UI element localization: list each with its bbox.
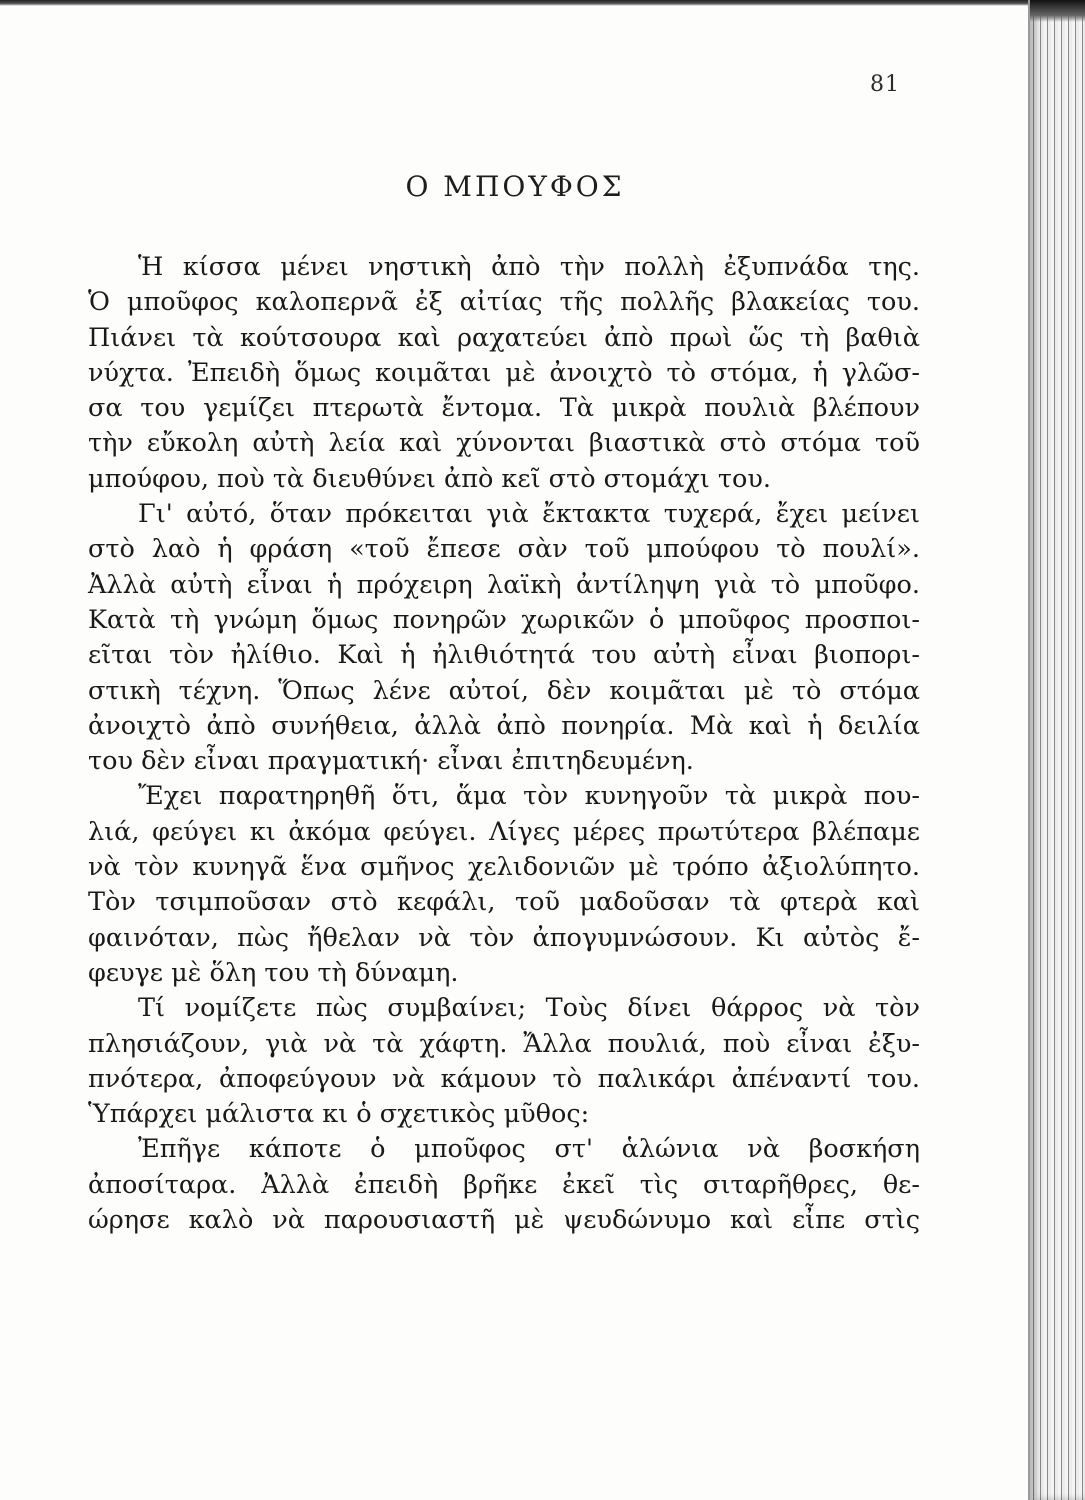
text-line: ἀποσίταρα. Ἀλλὰ ἐπειδὴ βρῆκε ἐκεῖ τὶς σιταρῆθρες, θε- xyxy=(88,1169,920,1200)
text-line: ώρησε καλὸ νὰ παρουσιαστῆ μὲ ψευδώνυμο καὶ εἶπε στὶς xyxy=(88,1205,920,1236)
chapter-title: Ο ΜΠΟΥΦΟΣ xyxy=(405,170,625,203)
book-page-edges xyxy=(1028,0,1085,1500)
text-line: Ὁ μποῦφος καλοπερνᾶ ἐξ αἰτίας τῆς πολλῆς βλακείας του. xyxy=(88,287,920,318)
text-line: Τὸν τσιμποῦσαν στὸ κεφάλι, τοῦ μαδοῦσαν τὰ φτερὰ καὶ xyxy=(88,887,920,918)
text-line: πνότερα, ἀποφεύγουν νὰ κάμουν τὸ παλικάρι ἀπέναντί του. xyxy=(88,1063,920,1094)
text-line: Κατὰ τὴ γνώμη ὅμως πονηρῶν χωρικῶν ὁ μποῦφος προσποι- xyxy=(88,604,920,635)
text-line: φευγε μὲ ὅλη του τὴ δύναμη. xyxy=(88,957,459,988)
text-line: του δὲν εἶναι πραγματική· εἶναι ἐπιτηδευμένη. xyxy=(88,746,694,777)
text-line: σα του γεμίζει πτερωτὰ ἔντομα. Τὰ μικρὰ πουλιὰ βλέπουν xyxy=(88,393,920,424)
page-number: 81 xyxy=(870,72,900,97)
text-line: φαινόταν, πὼς ἤθελαν νὰ τὸν ἀπογυμνώσουν. Κι αὐτὸς ἔ- xyxy=(88,922,920,953)
text-line: Γι' αὐτό, ὅταν πρόκειται γιὰ ἔκτακτα τυχερά, ἔχει μείνει xyxy=(138,499,920,530)
text-line: νύχτα. Ἐπειδὴ ὅμως κοιμᾶται μὲ ἀνοιχτὸ τὸ στόμα, ἡ γλῶσ- xyxy=(88,357,920,388)
text-line: Ἐπῆγε κάποτε ὁ μποῦφος στ' ἁλώνια νὰ βοσκήση xyxy=(138,1134,920,1165)
text-line: Τί νομίζετε πὼς συμβαίνει; Τοὺς δίνει θάρρος νὰ τὸν xyxy=(138,993,920,1024)
text-line: νὰ τὸν κυνηγᾶ ἕνα σμῆνος χελιδονιῶν μὲ τρόπο ἀξιολύπητο. xyxy=(88,852,920,883)
text-line: στικὴ τέχνη. Ὅπως λένε αὐτοί, δὲν κοιμᾶται μὲ τὸ στόμα xyxy=(88,675,920,706)
body-text xyxy=(88,250,920,1238)
text-line: εῖται τὸν ἠλίθιο. Καὶ ἡ ἠλιθιότητά του αὐτὴ εἶναι βιοπορι- xyxy=(88,640,920,671)
scan-top-shadow xyxy=(0,0,1030,6)
text-line: στὸ λαὸ ἡ φράση «τοῦ ἔπεσε σὰν τοῦ μπούφου τὸ πουλί». xyxy=(88,534,920,565)
text-line: Ὑπάρχει μάλιστα κι ὁ σχετικὸς μῦθος: xyxy=(88,1099,590,1130)
text-line: λιά, φεύγει κι ἀκόμα φεύγει. Λίγες μέρες πρωτύτερα βλέπαμε xyxy=(88,816,920,847)
text-line: Πιάνει τὰ κούτσουρα καὶ ραχατεύει ἀπὸ πρωὶ ὥς τὴ βαθιὰ xyxy=(88,322,920,353)
page-edges-shadow xyxy=(1030,0,1085,22)
text-line: πλησιάζουν, γιὰ νὰ τὰ χάφτη. Ἄλλα πουλιά, ποὺ εἶναι ἐξυ- xyxy=(88,1028,920,1059)
text-line: τὴν εὔκολη αὐτὴ λεία καὶ χύνονται βιαστικὰ στὸ στόμα τοῦ xyxy=(88,428,920,459)
text-line: Ἀλλὰ αὐτὴ εἶναι ἡ πρόχειρη λαϊκὴ ἀντίληψη γιὰ τὸ μποῦφο. xyxy=(88,569,920,600)
text-line: μπούφου, ποὺ τὰ διευθύνει ἀπὸ κεῖ στὸ στομάχι του. xyxy=(88,463,771,494)
text-line: Ἔχει παρατηρηθῆ ὅτι, ἅμα τὸν κυνηγοῦν τὰ μικρὰ που- xyxy=(138,781,920,812)
text-line: Ἡ κίσσα μένει νηστικὴ ἀπὸ τὴν πολλὴ ἐξυπνάδα της. xyxy=(138,252,920,282)
text-line: ἀνοιχτὸ ἀπὸ συνήθεια, ἀλλὰ ἀπὸ πονηρία. Μὰ καὶ ἡ δειλία xyxy=(88,710,920,741)
